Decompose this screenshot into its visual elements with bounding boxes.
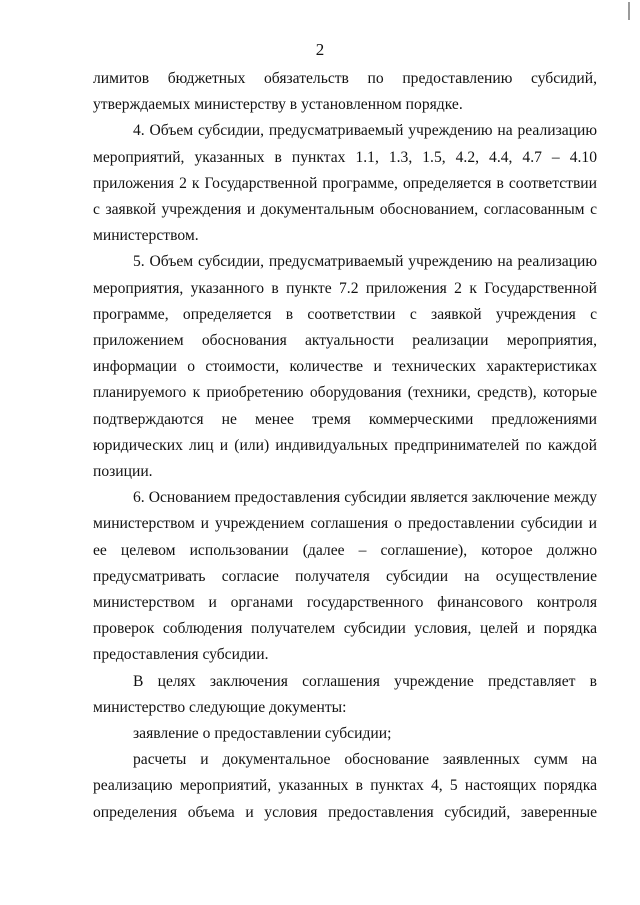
page-number: 2 (315, 40, 325, 59)
document-body (93, 66, 597, 826)
paragraph-doc-application: заявление о предоставлении субсидии; (133, 725, 392, 743)
paragraph-item-6: 6. Основанием предоставления субсидии является заключение между министерством и учреждением соглашения о предоставлении субсидии и ее целевом использовании (далее – соглашение), которое должно предусматривать согласие получателя субсидии на осуществление министерством и органами государственного финансового контроля проверок соблюдения получателем субсидии условия, целей и порядка предоставления субсидии. (93, 489, 597, 664)
paragraph-doc-calculations: расчеты и документальное обоснование заявленных сумм на реализацию мероприятий, указанных в пунктах 4, 5 настоящих порядка определения объема и условия предоставления субсидий, заверенные (93, 751, 597, 821)
paragraph-item-5: 5. Объем субсидии, предусматриваемый учреждению на реализацию мероприятия, указанного в пункте 7.2 приложения 2 к Государственной программе, определяется в соответствии с заявкой учреждения с приложением обоснования актуальности реализации мероприятия, информации о стоимости, количестве и технических характеристиках планируемого к приобретению оборудования (техники, средств), которые подтверждаются не менее тремя коммерческими предложениями юридических лиц и (или) индивидуальных предпринимателей по каждой позиции. (93, 253, 597, 481)
paragraph-continuation: лимитов бюджетных обязательств по предоставлению субсидий, утверждаемых министерству в установленном порядке. (93, 70, 597, 114)
paragraph-documents-intro: В целях заключения соглашения учреждение представляет в министерство следующие документы: (93, 672, 597, 716)
paragraph-item-4: 4. Объем субсидии, предусматриваемый учреждению на реализацию мероприятий, указанных в пунктах 1.1, 1.3, 1.5, 4.2, 4.4, 4.7 – 4.10 приложения 2 к Государственной программе, определяется в соответствии с заявкой учреждения и документальным обоснованием, согласованным с министерством. (93, 122, 597, 245)
scan-edge-mark (628, 2, 630, 20)
